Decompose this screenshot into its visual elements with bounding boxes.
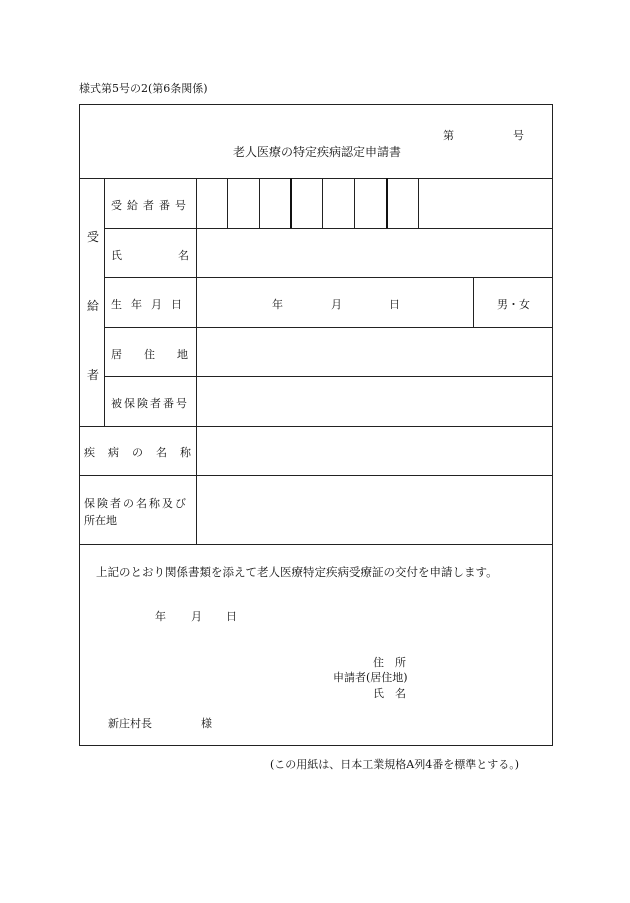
number-label-dai: 第 (443, 129, 454, 142)
divider-disease (79, 475, 553, 476)
divider-row4 (104, 376, 553, 377)
digit-divider (227, 178, 228, 228)
label-disease-name: 疾病の名称 (84, 446, 204, 459)
side-label-kyu: 給 (87, 299, 100, 313)
applicant-name-label: 氏 名 (373, 687, 406, 700)
applicant-label: 申請者(居住地) (333, 671, 408, 684)
digit-divider (259, 178, 260, 228)
addressee-suffix: 様 (201, 717, 212, 730)
label-recipient-number: 受給者番号 (111, 199, 191, 212)
label-name: 氏 名 (111, 249, 189, 262)
divider-insurer (79, 544, 553, 545)
birthdate-year: 年 (272, 298, 283, 311)
divider-row3 (104, 327, 553, 328)
digit-divider-thick (386, 178, 388, 228)
form-number: 様式第5号の2(第6条関係) (79, 82, 208, 95)
divider-row1 (104, 228, 553, 229)
divider-title (79, 178, 553, 179)
declaration-text: 上記のとおり関係書類を添えて老人医療特定疾病受療証の交付を申請します。 (96, 565, 498, 579)
digit-divider (322, 178, 323, 228)
label-address: 居住地 (111, 348, 210, 361)
divider-side-label (104, 178, 105, 426)
number-label-go: 号 (513, 129, 524, 142)
date-day: 日 (226, 610, 237, 623)
birthdate-month: 月 (331, 298, 342, 311)
side-label-ju: 受 (87, 230, 100, 244)
date-year: 年 (155, 610, 166, 623)
label-birthdate: 生年月日 (111, 298, 191, 311)
label-insurer-line1: 保険者の名称及び (84, 497, 188, 510)
date-month: 月 (191, 610, 202, 623)
divider-recipient-end (79, 426, 553, 427)
digit-divider (354, 178, 355, 228)
label-insured-number: 被保険者番号 (111, 397, 189, 410)
divider-row2 (104, 277, 553, 278)
sex-options: 男・女 (497, 298, 530, 311)
divider-sex-column (473, 277, 474, 327)
birthdate-day: 日 (389, 298, 400, 311)
form-title: 老人医療の特定疾病認定申請書 (233, 145, 402, 159)
footnote: (この用紙は、日本工業規格A列4番を標準とする。) (270, 758, 520, 771)
side-label-sha: 者 (87, 368, 100, 382)
digit-divider-thick (290, 178, 292, 228)
digit-divider (418, 178, 419, 228)
addressee-name: 新庄村長 (108, 717, 152, 730)
label-insurer-line2: 所在地 (84, 514, 117, 527)
applicant-address-label: 住 所 (373, 656, 406, 669)
